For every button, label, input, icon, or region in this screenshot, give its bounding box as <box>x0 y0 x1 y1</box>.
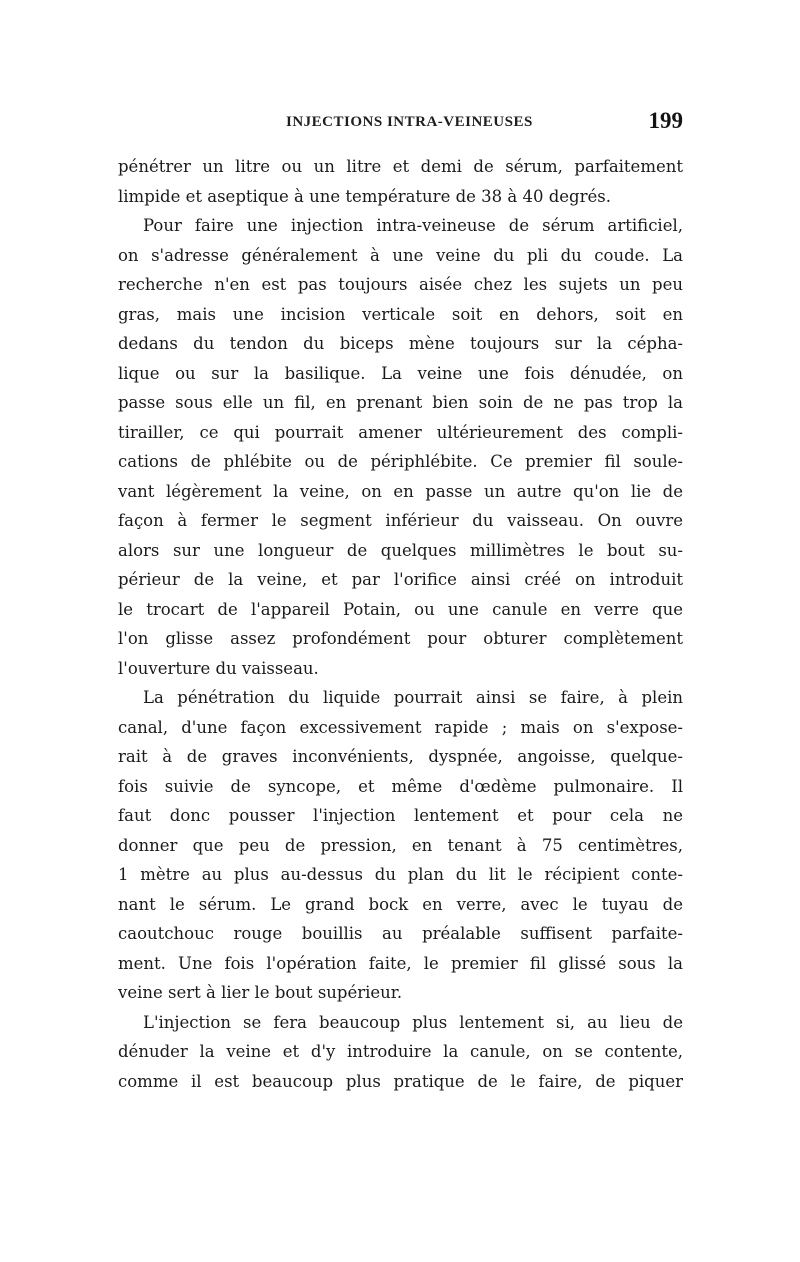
text-line: le trocart de l'appareil Potain, ou une canule en verre que <box>118 599 683 619</box>
paragraph-1 <box>118 152 683 211</box>
text-line: façon à fermer le segment inférieur du vaisseau. On ouvre <box>118 511 683 530</box>
text-line: l'ouverture du vaisseau. <box>118 658 319 678</box>
text-line: canal, d'une façon excessivement rapide ; mais on s'expose- <box>118 717 683 737</box>
text-line: donner que peu de pression, en tenant à 75 centimètres, <box>118 835 683 855</box>
text-line: passe sous elle un fil, en prenant bien soin de ne pas trop la <box>118 393 683 412</box>
paragraph-3 <box>118 683 683 1008</box>
text-line: Pour faire une injection intra-veineuse de sérum artificiel, <box>143 216 683 235</box>
text-line: tirailler, ce qui pourrait amener ultérieurement des compli- <box>118 422 683 442</box>
text-line: on s'adresse généralement à une veine du pli du coude. La <box>118 245 683 265</box>
paragraph-4 <box>118 1008 683 1097</box>
text-line: 1 mètre au plus au-dessus du plan du lit le récipient conte- <box>118 865 683 884</box>
text-line: fois suivie de syncope, et même d'œdème pulmonaire. Il <box>118 776 683 796</box>
text-line: l'on glisse assez profondément pour obturer complètement <box>118 629 683 648</box>
text-line: rait à de graves inconvénients, dyspnée, angoisse, quelque- <box>118 747 683 766</box>
page-number: 199 <box>648 108 683 133</box>
text-line: lique ou sur la basilique. La veine une fois dénudée, on <box>118 363 683 383</box>
running-title: INJECTIONS INTRA-VEINEUSES <box>286 114 533 130</box>
text-line: nant le sérum. Le grand bock en verre, avec le tuyau de <box>118 894 683 914</box>
text-line: cations de phlébite ou de périphlébite. Ce premier fil soule- <box>118 452 683 471</box>
paragraph-2 <box>118 211 683 683</box>
text-line: L'injection se fera beaucoup plus lentement si, au lieu de <box>143 1012 683 1032</box>
text-line: La pénétration du liquide pourrait ainsi se faire, à plein <box>143 688 683 707</box>
text-line: vant légèrement la veine, on en passe un autre qu'on lie de <box>118 481 683 501</box>
text-line: périeur de la veine, et par l'orifice ainsi créé on introduit <box>118 570 683 589</box>
body-text <box>118 152 683 1096</box>
text-line: dedans du tendon du biceps mène toujours sur la cépha- <box>118 334 683 353</box>
text-line: dénuder la veine et d'y introduire la canule, on se contente, <box>118 1042 683 1061</box>
text-line: caoutchouc rouge bouillis au préalable suffisent parfaite- <box>118 924 683 943</box>
text-line: faut donc pousser l'injection lentement et pour cela ne <box>118 806 683 825</box>
text-line: ment. Une fois l'opération faite, le premier fil glissé sous la <box>118 953 683 973</box>
text-line: alors sur une longueur de quelques millimètres le bout su- <box>118 540 683 560</box>
text-line: veine sert à lier le bout supérieur. <box>118 983 403 1002</box>
text-line: gras, mais une incision verticale soit en dehors, soit en <box>118 304 683 324</box>
text-line: comme il est beaucoup plus pratique de le faire, de piquer <box>118 1071 683 1091</box>
text-line: recherche n'en est pas toujours aisée chez les sujets un peu <box>118 275 683 294</box>
running-head <box>118 110 683 134</box>
text-line: pénétrer un litre ou un litre et demi de sérum, parfaitement <box>118 157 683 176</box>
text-line: limpide et aseptique à une température de 38 à 40 degrés. <box>118 186 611 206</box>
